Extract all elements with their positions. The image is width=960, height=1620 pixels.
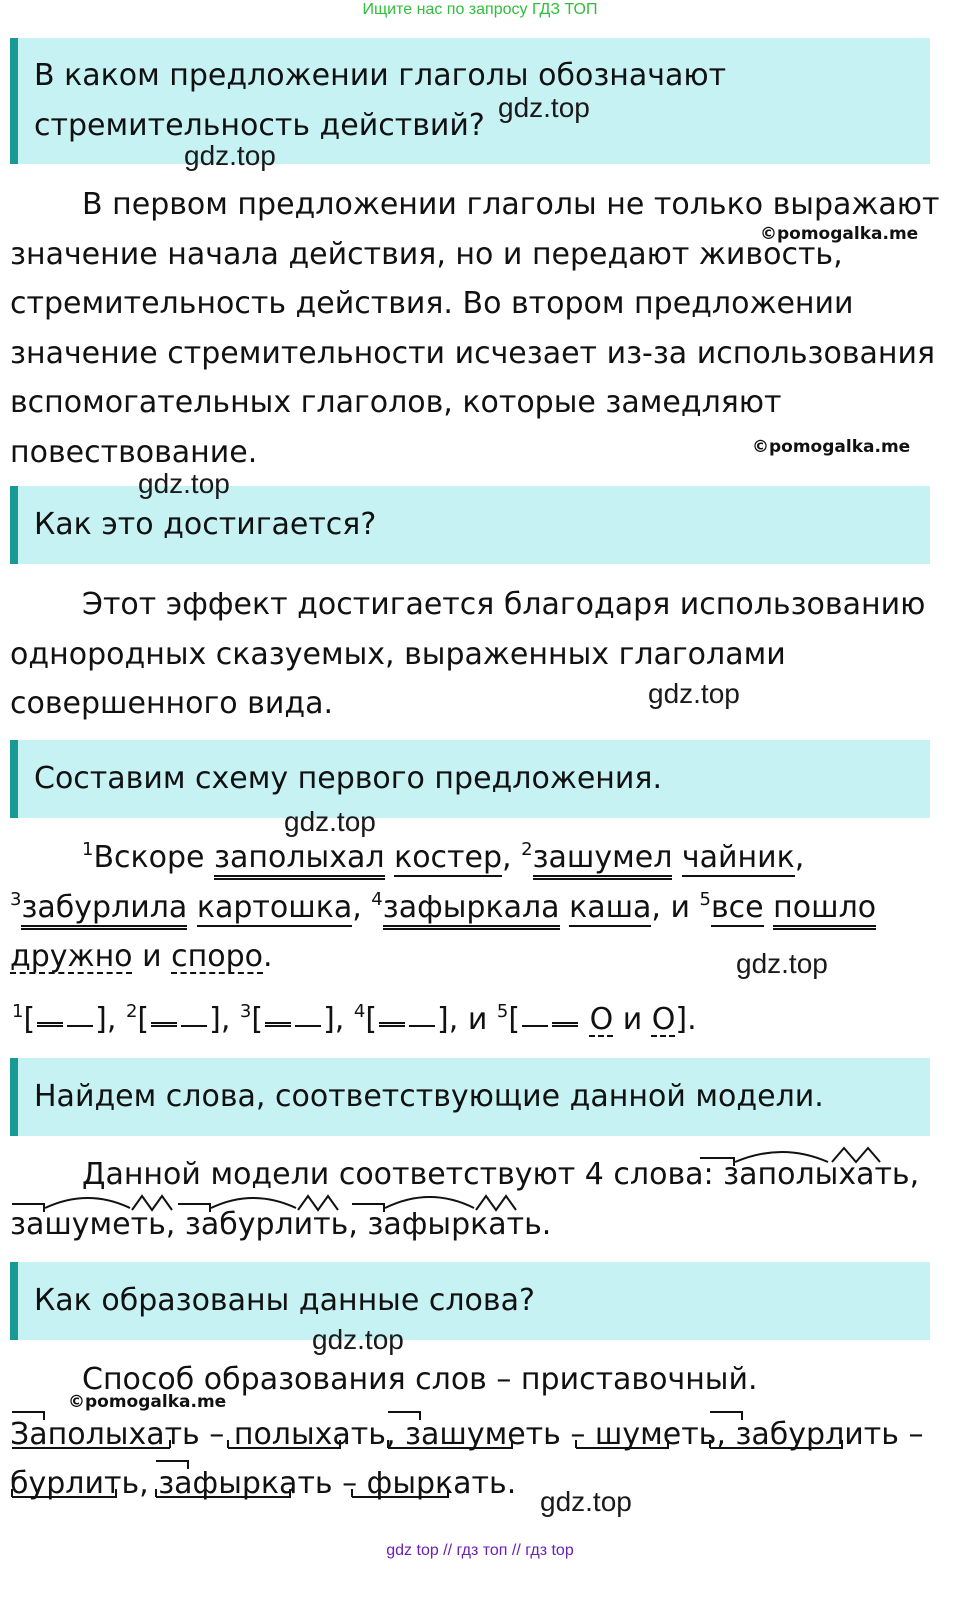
clause-number: 3 xyxy=(10,888,22,910)
footer-link[interactable]: гдз top xyxy=(525,1542,574,1559)
answer-4-line-1: Данной модели соответствуют 4 слова: заполыхать, xyxy=(82,1157,920,1192)
question-1-line-1: В каком предложении глаголы обозначают xyxy=(34,58,727,93)
question-box-5 xyxy=(10,1262,930,1340)
predicate-word: забурлила xyxy=(21,890,187,930)
watermark-gdz: gdz.top xyxy=(184,140,276,171)
derived-word: зашуметь xyxy=(405,1416,561,1452)
word: , и xyxy=(651,889,700,925)
scheme-number: 4 xyxy=(353,1001,366,1022)
footer-link[interactable]: gdz top xyxy=(386,1542,439,1559)
watermark-gdz: gdz.top xyxy=(540,1486,632,1517)
adverbial-word: дружно xyxy=(10,939,133,974)
question-3-text: Составим схему первого предложения. xyxy=(34,761,662,796)
subject-word: чайник xyxy=(681,840,795,875)
separator: . xyxy=(541,1206,552,1242)
separator: , xyxy=(165,1206,185,1242)
root-mark xyxy=(735,1152,828,1162)
watermark-gdz: gdz.top xyxy=(648,678,740,709)
base-word: полыхать xyxy=(233,1416,386,1452)
answer-1-line-3: стремительность действия. Во втором предложении xyxy=(10,286,854,321)
footer-link[interactable]: гдз топ xyxy=(456,1542,508,1559)
predicate-word: зафыркала xyxy=(383,890,560,930)
watermark-pomogalka: ©pomogalka.me xyxy=(68,1392,227,1412)
predicate-word: заполыхал xyxy=(214,840,384,880)
question-5-text: Как образованы данные слова? xyxy=(34,1283,535,1318)
clause-number: 5 xyxy=(699,888,711,910)
dash: – xyxy=(898,1416,924,1452)
derived-word: зафыркать xyxy=(158,1466,333,1501)
prefix-mark xyxy=(12,1204,44,1212)
base-word: бурлить xyxy=(10,1466,140,1501)
top-banner[interactable]: Ищите нас по запросу ГДЗ ТОП xyxy=(362,1,598,18)
scheme-and: , и xyxy=(448,1002,497,1037)
suffix-mark xyxy=(132,1196,172,1210)
answer-1-line-2: значение начала действия, но и передают живость, xyxy=(10,236,843,272)
suffix-mark xyxy=(832,1148,880,1162)
word: . xyxy=(263,939,273,974)
answer-2-line-1: Этот эффект достигается благодаря использованию xyxy=(82,587,926,622)
suffix-mark xyxy=(298,1196,338,1210)
scheme-number: 1 xyxy=(12,1001,24,1022)
adverbial-symbol: О xyxy=(589,1002,614,1037)
prefix-mark xyxy=(352,1204,384,1212)
word: Вскоре xyxy=(93,840,215,875)
derived-word: забурлить xyxy=(735,1416,899,1452)
prefix-mark xyxy=(178,1204,210,1212)
predicate-word: пошло xyxy=(773,890,876,930)
scheme-conj: и xyxy=(613,1002,652,1037)
subject-word: костер xyxy=(394,840,503,875)
question-4-text: Найдем слова, соответствующие данной модели. xyxy=(34,1079,824,1114)
parsed-sentence: $^1$Вскоре заполыхал костер, $^2$зашумел чайник, $^3$забурлила картошка, $^4$зафыркала каша, и $^5$все пошло дружно и споро. xyxy=(10,839,877,974)
watermark-gdz: gdz.top xyxy=(312,1324,404,1355)
question-2-text: Как это достигается? xyxy=(34,507,377,542)
adverbial-symbol: О xyxy=(651,1002,676,1037)
answer-1-line-5: вспомогательных глаголов, которые замедляют xyxy=(10,385,782,420)
watermark-gdz: gdz.top xyxy=(498,92,590,123)
answer-5: Способ образования слов – приставочный. Заполыхать – полыхать, зашуметь – шуметь, забурлить – бурлить, зафыркать – фыркать. xyxy=(10,1362,924,1501)
question-1-line-2: стремительность действий? xyxy=(34,108,485,143)
base-word: шуметь xyxy=(594,1416,717,1452)
answer-5-line-1: Способ образования слов – приставочный. xyxy=(82,1362,758,1397)
answer-1-line-6: повествование. xyxy=(10,434,258,470)
derived-word: Заполыхать xyxy=(10,1416,200,1452)
clause-number: 4 xyxy=(371,888,383,910)
watermark-gdz: gdz.top xyxy=(736,948,828,979)
answer-2-line-2: однородных сказуемых, выраженных глаголами xyxy=(10,636,786,672)
answer-1-line-1: В первом предложении глаголы не только выражают xyxy=(82,187,940,222)
watermark-gdz: gdz.top xyxy=(284,806,376,837)
watermark-gdz: gdz.top xyxy=(138,468,230,499)
watermark-pomogalka: ©pomogalka.me xyxy=(760,224,919,244)
scheme-number: 2 xyxy=(125,1001,138,1022)
suffix-mark xyxy=(476,1196,516,1210)
root-mark xyxy=(385,1197,474,1208)
sentence-scheme: $^1$[ ], $^2$[ ], $^3$[ ], $^4$[ ], и $^5$[ О и О]. xyxy=(12,1001,697,1037)
clause-number: 1 xyxy=(82,839,94,860)
footer-links xyxy=(0,1542,960,1560)
root-mark xyxy=(45,1198,130,1208)
watermark-pomogalka: ©pomogalka.me xyxy=(752,437,911,457)
scheme-number: 3 xyxy=(239,1001,252,1022)
dash: – xyxy=(332,1466,367,1501)
predicate-word: зашумел xyxy=(533,840,673,880)
footer-sep: // xyxy=(438,1542,457,1559)
subject-word: картошка xyxy=(196,889,353,925)
clause-number: 2 xyxy=(521,839,533,860)
scheme-number: 5 xyxy=(496,1001,509,1022)
answer-2-line-3: совершенного вида. xyxy=(10,686,334,721)
separator: , xyxy=(348,1206,368,1242)
model-word: забурлить xyxy=(184,1206,349,1242)
model-word: зафыркать xyxy=(367,1206,542,1242)
adverbial-word: споро xyxy=(171,939,263,974)
dash: – xyxy=(199,1416,234,1452)
subject-word: все xyxy=(710,889,764,925)
prefix-mark xyxy=(700,1158,734,1166)
footer-sep: // xyxy=(507,1542,526,1559)
word: и xyxy=(132,939,172,974)
answer-1-line-4: значение стремительности исчезает из-за использования xyxy=(10,335,936,371)
subject-word: каша xyxy=(569,889,652,925)
model-word: зашуметь xyxy=(10,1206,166,1242)
base-word: фыркать xyxy=(366,1466,507,1501)
dash: – xyxy=(560,1416,595,1452)
root-mark xyxy=(211,1198,296,1208)
